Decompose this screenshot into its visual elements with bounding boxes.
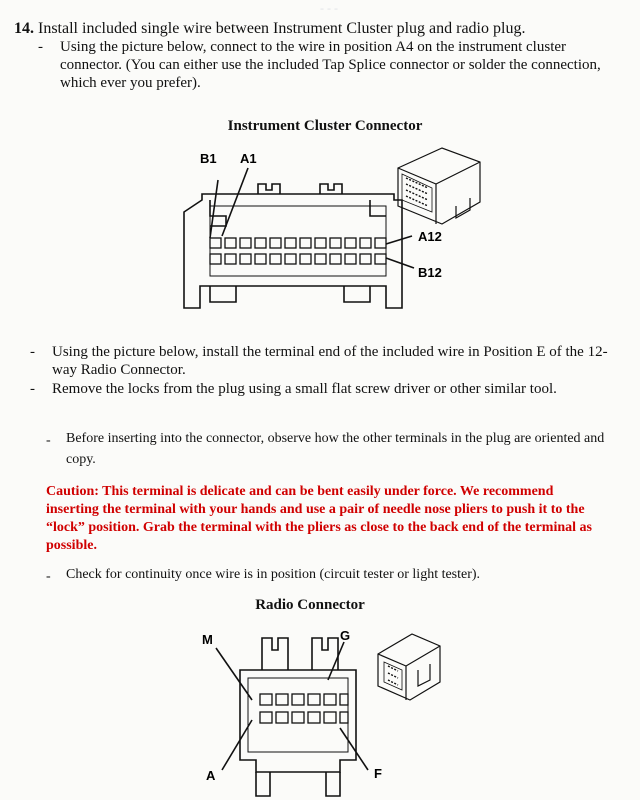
- bullet-connect-a4: Using the picture below, connect to the wire in position A4 on the instrument cluster connector. (You can either use the included Tap Splice connector or solder the connection, which ever you prefer).: [60, 39, 601, 91]
- a1-pointer-line: [222, 168, 248, 236]
- radio-connector-diagram: [190, 620, 450, 800]
- bullet-dash: -: [30, 381, 35, 397]
- label-b12: B12: [418, 265, 442, 280]
- radio-caption: Radio Connector: [255, 597, 365, 613]
- cluster-connector-sketch: [398, 148, 480, 224]
- step-number: 14.: [14, 20, 34, 37]
- label-g: G: [340, 628, 351, 643]
- b1-pointer-line: [210, 180, 218, 238]
- radio-connector-sketch: [378, 634, 440, 700]
- bullet-remove-locks: Remove the locks from the plug using a small flat screw driver or other similar tool.: [52, 381, 557, 397]
- cluster-caption: Instrument Cluster Connector: [227, 118, 423, 134]
- bullet-dash: -: [30, 344, 35, 360]
- caution-note: Caution: This terminal is delicate and can be bent easily under force. We recommend inserting the terminal with your hands and use a pair of needle nose pliers to push it to the “lock” position. Grab the terminal with the pliers as close to the back end of the terminal as possible.: [46, 484, 592, 553]
- step-heading: [14, 20, 614, 38]
- label-f: F: [374, 766, 382, 781]
- label-a1: A1: [240, 151, 257, 166]
- b12-pointer-line: [386, 258, 414, 268]
- bullet-install-position-e: Using the picture below, install the terminal end of the included wire in Position E of the 12-way Radio Connector.: [52, 344, 608, 378]
- label-a12: A12: [418, 229, 442, 244]
- a12-pointer-line: [386, 236, 412, 244]
- step-title: Install included single wire between Instrument Cluster plug and radio plug.: [38, 20, 526, 37]
- m-pointer-line: [216, 648, 252, 700]
- label-a: A: [206, 768, 216, 783]
- bleed-through-mark: - - -: [320, 1, 338, 15]
- bullet-observe-terminals: Before inserting into the connector, observe how the other terminals in the plug are oriented and copy.: [66, 431, 605, 467]
- bullet-check-continuity: Check for continuity once wire is in position (circuit tester or light tester).: [66, 567, 481, 582]
- g-pointer-line: [328, 642, 344, 680]
- label-m: M: [202, 632, 213, 647]
- bullet-dash: -: [46, 433, 51, 448]
- bullet-dash: -: [46, 569, 51, 584]
- instrument-cluster-connector-diagram: [180, 140, 510, 320]
- bullet-dash: -: [38, 39, 43, 55]
- label-b1: B1: [200, 151, 217, 166]
- f-pointer-line: [340, 728, 368, 770]
